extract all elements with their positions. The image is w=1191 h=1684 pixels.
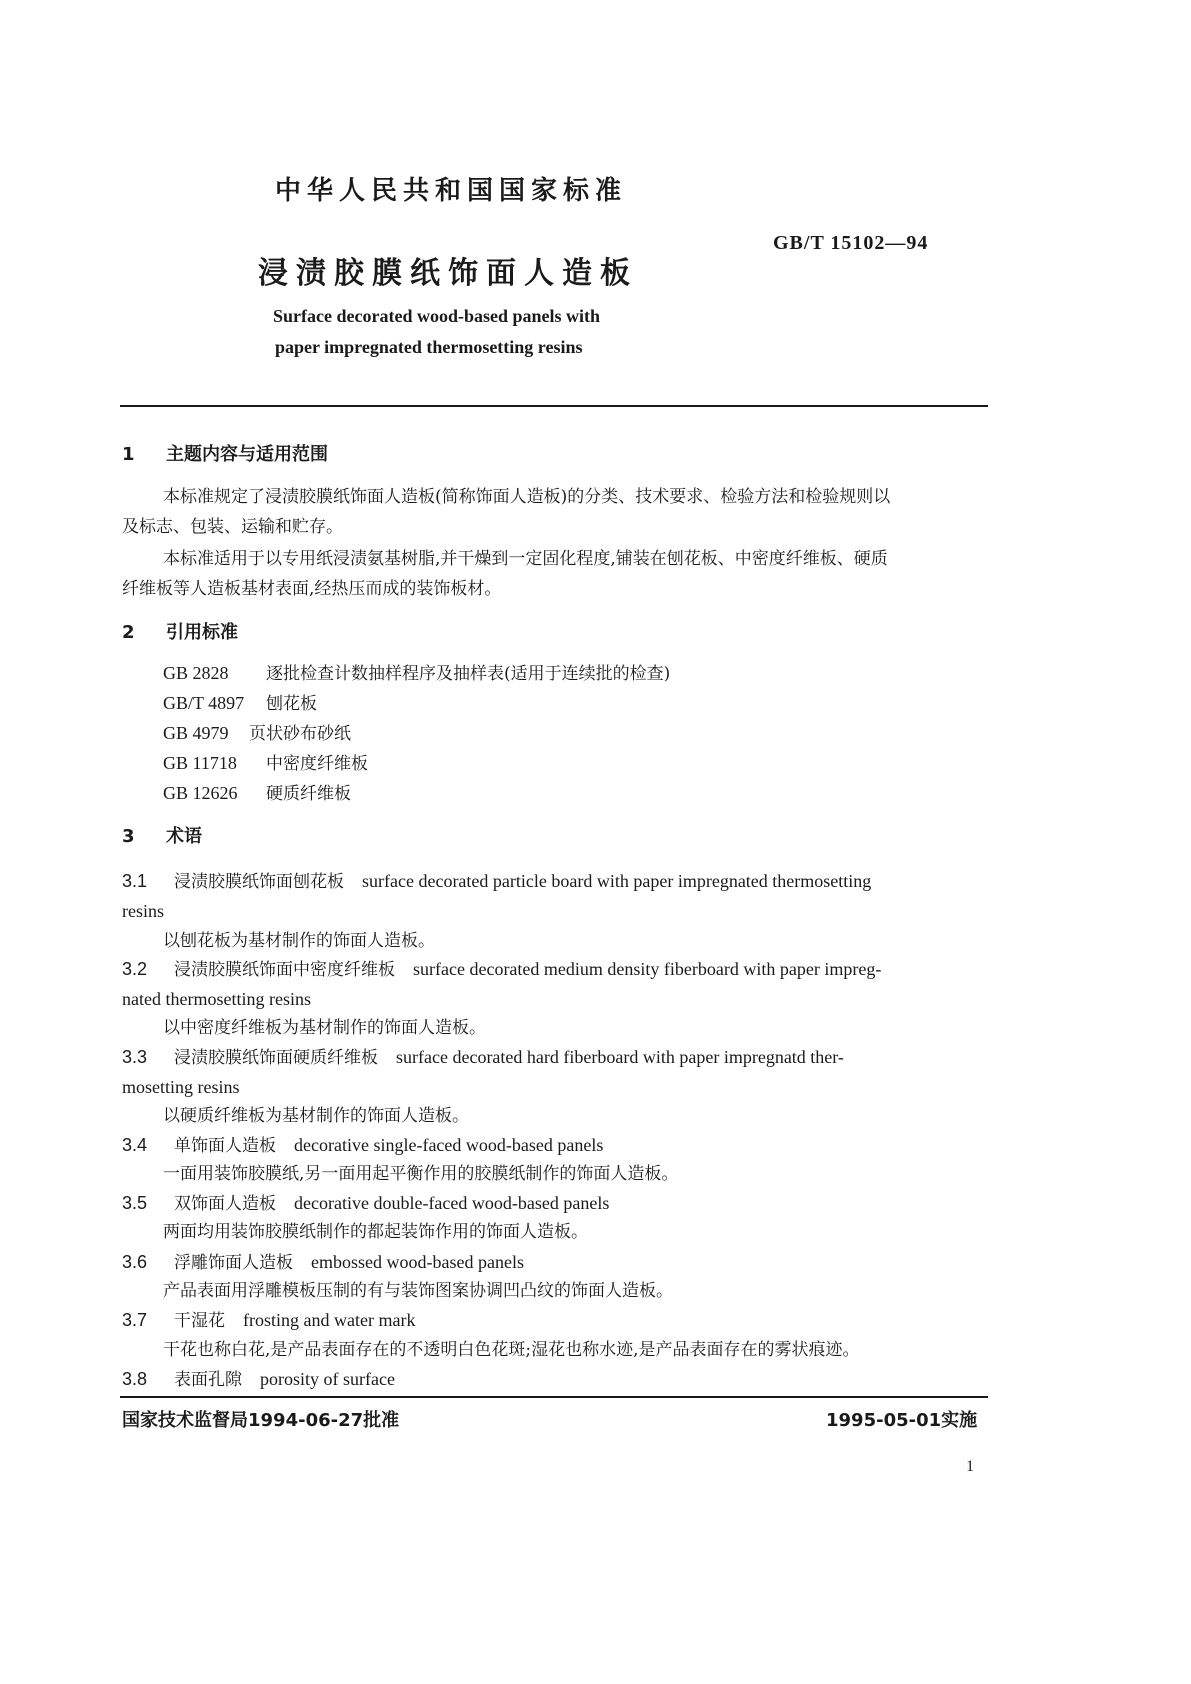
- term-entry: [122, 954, 881, 985]
- term-cn: 表面孔隙: [174, 1370, 242, 1390]
- term-en-continued: resins: [122, 901, 164, 921]
- term-number: 3.4: [122, 1135, 148, 1155]
- term-definition: 干花也称白花,是产品表面存在的不透明白色花斑;湿花也称水迹,是产品表面存在的雾状痕迹。: [163, 1340, 860, 1360]
- document-title-en-line2: paper impregnated thermosetting resins: [275, 337, 583, 357]
- reference-item: [163, 778, 351, 809]
- section-number: 2: [122, 622, 135, 643]
- effective-date-line: 1995-05-01实施: [826, 1410, 978, 1431]
- paragraph-line: 本标准适用于以专用纸浸渍氨基树脂,并干燥到一定固化程度,铺装在刨花板、中密度纤维板、硬质: [163, 549, 888, 569]
- reference-code: GB 11718: [163, 753, 237, 773]
- footer-rule: [120, 1396, 988, 1398]
- page-number: 1: [966, 1458, 974, 1475]
- term-definition: 两面均用装饰胶膜纸制作的都起装饰作用的饰面人造板。: [163, 1222, 588, 1242]
- term-number: 3.3: [122, 1047, 148, 1067]
- term-number: 3.1: [122, 871, 148, 891]
- term-en: surface decorated particle board with paper impregnated thermosetting: [362, 871, 872, 891]
- term-cn: 单饰面人造板: [174, 1136, 276, 1156]
- term-number: 3.6: [122, 1252, 148, 1272]
- term-entry: [122, 1042, 844, 1073]
- term-en: porosity of surface: [260, 1369, 395, 1389]
- reference-name: 逐批检查计数抽样程序及抽样表(适用于连续批的检查): [266, 664, 671, 684]
- paragraph-line: 本标准规定了浸渍胶膜纸饰面人造板(简称饰面人造板)的分类、技术要求、检验方法和检验规则以: [163, 487, 891, 507]
- reference-name: 页状砂布砂纸: [249, 724, 351, 744]
- country-standard-heading: 中华人民共和国国家标准: [275, 176, 628, 206]
- term-definition: 一面用装饰胶膜纸,另一面用起平衡作用的胶膜纸制作的饰面人造板。: [163, 1164, 679, 1184]
- reference-code: GB 12626: [163, 783, 238, 803]
- header-rule: [120, 405, 988, 407]
- paragraph-line: 及标志、包装、运输和贮存。: [122, 517, 343, 537]
- term-cn: 浮雕饰面人造板: [174, 1253, 293, 1273]
- term-definition: 产品表面用浮雕模板压制的有与装饰图案协调凹凸纹的饰面人造板。: [163, 1281, 673, 1301]
- term-cn: 干湿花: [174, 1311, 225, 1331]
- section-1-heading: [122, 440, 328, 466]
- term-en: embossed wood-based panels: [311, 1252, 524, 1272]
- term-number: 3.5: [122, 1193, 148, 1213]
- term-definition: 以中密度纤维板为基材制作的饰面人造板。: [163, 1018, 486, 1038]
- standard-code: GB/T 15102—94: [773, 232, 929, 254]
- term-cn: 浸渍胶膜纸饰面刨花板: [174, 872, 344, 892]
- approval-line: 国家技术监督局1994-06-27批准: [122, 1410, 400, 1431]
- section-title: 主题内容与适用范围: [166, 444, 328, 465]
- paragraph-line: 纤维板等人造板基材表面,经热压而成的装饰板材。: [122, 579, 502, 599]
- section-title: 术语: [166, 826, 202, 847]
- term-en-continued: mosetting resins: [122, 1077, 240, 1097]
- section-3-heading: [122, 822, 202, 848]
- term-cn: 浸渍胶膜纸饰面硬质纤维板: [174, 1048, 378, 1068]
- section-number: 1: [122, 444, 135, 465]
- reference-name: 刨花板: [266, 694, 317, 714]
- document-title-en-line1: Surface decorated wood-based panels with: [273, 306, 600, 326]
- term-en: frosting and water mark: [243, 1310, 416, 1330]
- term-en: decorative single-faced wood-based panels: [294, 1135, 604, 1155]
- reference-name: 中密度纤维板: [266, 754, 368, 774]
- section-2-heading: [122, 618, 238, 644]
- term-entry: [122, 1305, 415, 1336]
- term-number: 3.7: [122, 1310, 148, 1330]
- section-title: 引用标准: [166, 622, 238, 643]
- term-en: decorative double-faced wood-based panels: [294, 1193, 610, 1213]
- term-en: surface decorated medium density fiberboard with paper impreg-: [413, 959, 882, 979]
- term-number: 3.2: [122, 959, 148, 979]
- term-entry: [122, 1364, 395, 1395]
- term-en: surface decorated hard fiberboard with paper impregnatd ther-: [396, 1047, 844, 1067]
- reference-item: [163, 688, 317, 719]
- reference-item: [163, 748, 368, 779]
- reference-code: GB 2828: [163, 663, 229, 683]
- reference-name: 硬质纤维板: [266, 784, 351, 804]
- term-entry: [122, 1247, 524, 1278]
- reference-code: GB/T 4897: [163, 693, 245, 713]
- reference-item: [163, 718, 351, 749]
- term-number: 3.8: [122, 1369, 148, 1389]
- term-cn: 双饰面人造板: [174, 1194, 276, 1214]
- term-en-continued: nated thermosetting resins: [122, 989, 311, 1009]
- term-entry: [122, 866, 871, 897]
- section-number: 3: [122, 826, 135, 847]
- reference-item: [163, 658, 670, 689]
- term-entry: [122, 1130, 603, 1161]
- term-definition: 以刨花板为基材制作的饰面人造板。: [163, 931, 435, 951]
- term-cn: 浸渍胶膜纸饰面中密度纤维板: [174, 960, 395, 980]
- term-entry: [122, 1188, 609, 1219]
- reference-code: GB 4979: [163, 723, 229, 743]
- document-title-cn: 浸渍胶膜纸饰面人造板: [258, 256, 638, 291]
- term-definition: 以硬质纤维板为基材制作的饰面人造板。: [163, 1106, 469, 1126]
